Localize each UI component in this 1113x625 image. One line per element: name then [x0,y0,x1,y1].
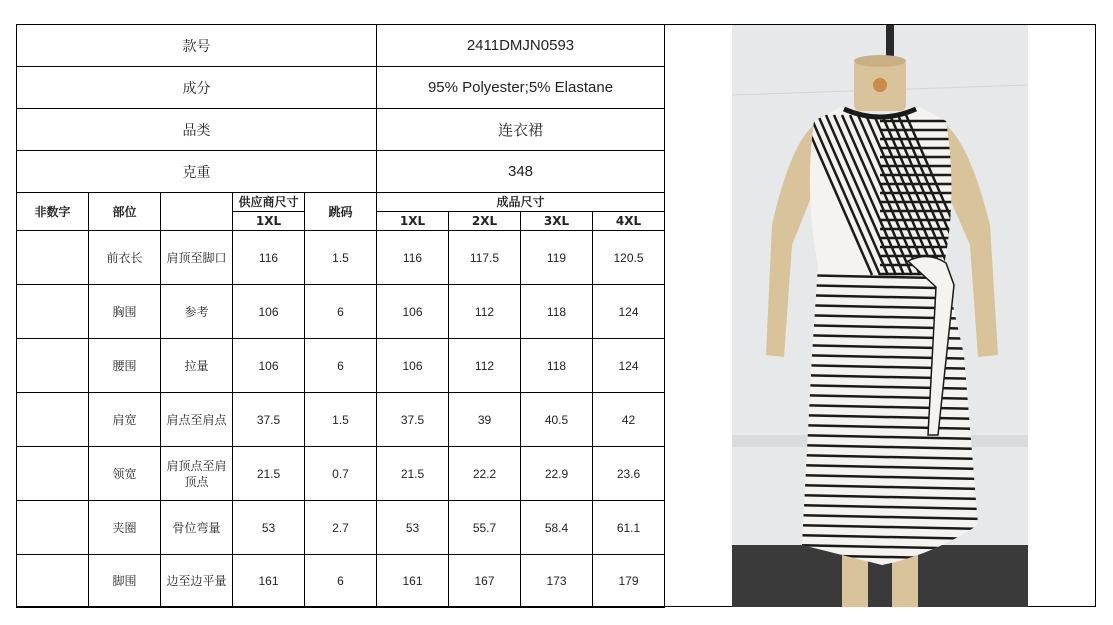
part-cell: 胸围 [89,285,161,339]
table-row [17,501,665,555]
size-2xl-cell: 112 [449,339,521,393]
table-row [17,393,665,447]
size-4xl-cell: 61.1 [593,501,665,555]
non-numeric-cell [17,501,89,555]
method-cell: 肩点至肩点 [161,393,233,447]
size-1xl-cell: 106 [377,285,449,339]
header-row-style-no [17,25,665,67]
non-numeric-cell [17,555,89,608]
grade-cell: 2.7 [305,501,377,555]
category-value: 连衣裙 [377,109,665,151]
method-cell: 肩顶至脚口 [161,231,233,285]
weight-label: 克重 [17,151,377,193]
method-cell: 边至边平量 [161,555,233,608]
table-row [17,447,665,501]
size-3xl-cell: 118 [521,285,593,339]
weight-value: 348 [377,151,665,193]
size-4xl-cell: 124 [593,285,665,339]
style-no-value: 2411DMJN0593 [377,25,665,67]
size-3xl-cell: 22.9 [521,447,593,501]
part-cell: 肩宽 [89,393,161,447]
col-grade: 跳码 [305,193,377,231]
size-3xl-cell: 118 [521,339,593,393]
product-photo [732,25,1028,607]
part-cell: 夹圈 [89,501,161,555]
size-4xl-cell: 23.6 [593,447,665,501]
col-size-3xl: 3XL [521,212,593,231]
size-3xl-cell: 40.5 [521,393,593,447]
non-numeric-cell [17,285,89,339]
category-label: 品类 [17,109,377,151]
col-supplier-size: 供应商尺寸 [233,193,305,212]
size-4xl-cell: 120.5 [593,231,665,285]
size-2xl-cell: 22.2 [449,447,521,501]
supplier-cell: 37.5 [233,393,305,447]
supplier-cell: 106 [233,339,305,393]
size-1xl-cell: 106 [377,339,449,393]
spec-table [16,24,665,608]
column-header-row [17,193,665,212]
size-2xl-cell: 117.5 [449,231,521,285]
grade-cell: 6 [305,339,377,393]
non-numeric-cell [17,393,89,447]
size-2xl-cell: 39 [449,393,521,447]
non-numeric-cell [17,339,89,393]
supplier-cell: 21.5 [233,447,305,501]
part-cell: 前衣长 [89,231,161,285]
size-4xl-cell: 124 [593,339,665,393]
table-row [17,339,665,393]
method-cell: 骨位弯量 [161,501,233,555]
size-2xl-cell: 112 [449,285,521,339]
part-cell: 腰围 [89,339,161,393]
size-4xl-cell: 179 [593,555,665,608]
size-1xl-cell: 37.5 [377,393,449,447]
size-4xl-cell: 42 [593,393,665,447]
size-1xl-cell: 161 [377,555,449,608]
size-3xl-cell: 58.4 [521,501,593,555]
col-size-1xl: 1XL [377,212,449,231]
style-no-label: 款号 [17,25,377,67]
size-3xl-cell: 173 [521,555,593,608]
size-2xl-cell: 167 [449,555,521,608]
col-supplier-size-1xl: 1XL [233,212,305,231]
col-size-2xl: 2XL [449,212,521,231]
grade-cell: 1.5 [305,393,377,447]
supplier-cell: 161 [233,555,305,608]
grade-cell: 6 [305,555,377,608]
table-row [17,231,665,285]
supplier-cell: 106 [233,285,305,339]
size-2xl-cell: 55.7 [449,501,521,555]
col-non-numeric: 非数字 [17,193,89,231]
composition-value: 95% Polyester;5% Elastane [377,67,665,109]
col-finished-size: 成品尺寸 [377,193,665,212]
grade-cell: 1.5 [305,231,377,285]
part-cell: 脚围 [89,555,161,608]
header-row-category [17,109,665,151]
grade-cell: 6 [305,285,377,339]
col-part: 部位 [89,193,161,231]
method-cell: 参考 [161,285,233,339]
size-3xl-cell: 119 [521,231,593,285]
striped-dress-on-mannequin-icon [732,25,1028,607]
size-1xl-cell: 116 [377,231,449,285]
size-1xl-cell: 21.5 [377,447,449,501]
col-method [161,193,233,231]
table-row [17,285,665,339]
method-cell: 拉量 [161,339,233,393]
supplier-cell: 53 [233,501,305,555]
method-cell: 肩顶点至肩顶点 [161,447,233,501]
part-cell: 领宽 [89,447,161,501]
grade-cell: 0.7 [305,447,377,501]
table-row [17,555,665,608]
header-row-weight [17,151,665,193]
supplier-cell: 116 [233,231,305,285]
non-numeric-cell [17,447,89,501]
col-size-4xl: 4XL [593,212,665,231]
composition-label: 成分 [17,67,377,109]
header-row-composition [17,67,665,109]
non-numeric-cell [17,231,89,285]
size-1xl-cell: 53 [377,501,449,555]
